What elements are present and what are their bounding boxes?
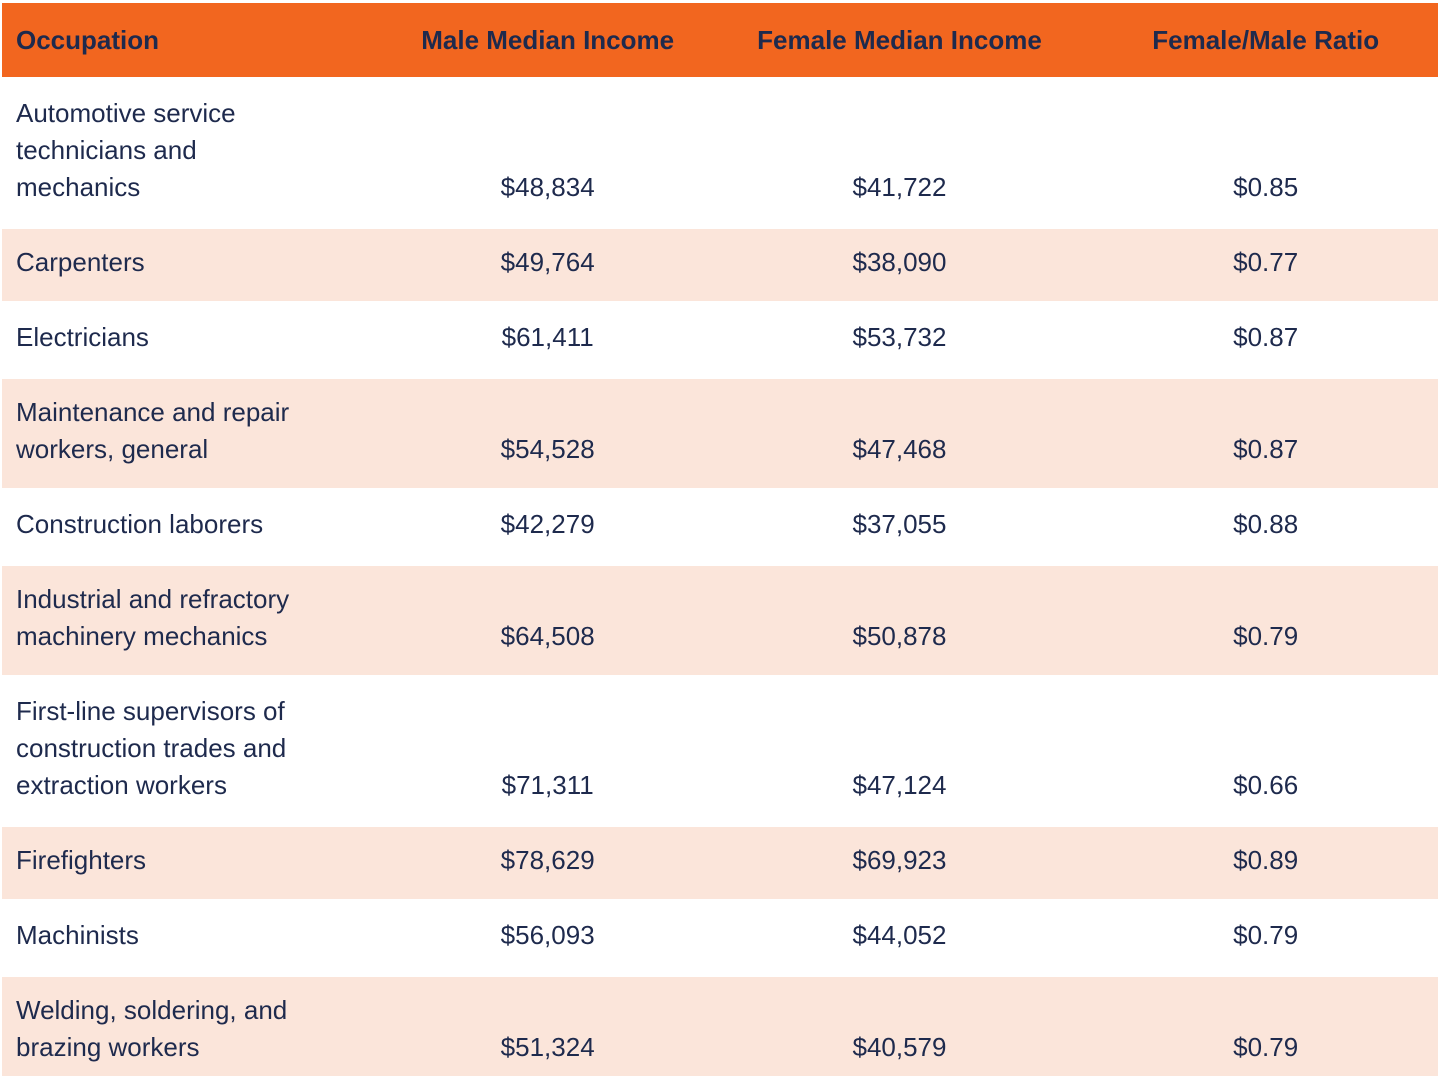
- cell-ratio: $0.79: [1233, 920, 1299, 950]
- cell-occupation: [2, 566, 390, 675]
- cell-occupation: [2, 902, 390, 974]
- occupation-label: Construction laborers: [16, 509, 264, 539]
- table-header: [2, 3, 1438, 77]
- occupation-label: Welding, soldering, and brazing workers: [16, 995, 288, 1062]
- cell-female: $40,579: [852, 1032, 947, 1062]
- cell-male: $48,834: [500, 172, 595, 202]
- cell-occupation: [2, 827, 390, 899]
- cell-occupation: [2, 491, 390, 563]
- occupation-label: Electricians: [16, 322, 149, 352]
- cell-occupation: [2, 379, 390, 488]
- cell-female: $37,055: [852, 509, 947, 539]
- table-row: [2, 229, 1438, 301]
- cell-female: $38,090: [852, 247, 947, 277]
- table-row: [2, 678, 1438, 824]
- cell-female: $50,878: [852, 621, 947, 651]
- cell-ratio: $0.87: [1233, 322, 1299, 352]
- cell-male: $54,528: [500, 434, 595, 464]
- table-row: [2, 491, 1438, 563]
- occupation-label: Carpenters: [16, 247, 145, 277]
- cell-female: $53,732: [852, 322, 947, 352]
- cell-ratio: $0.88: [1233, 509, 1299, 539]
- cell-occupation: [2, 678, 390, 824]
- cell-ratio: $0.79: [1233, 621, 1299, 651]
- table-row: [2, 827, 1438, 899]
- cell-occupation: [2, 977, 390, 1076]
- occupation-label: Maintenance and repair workers, general: [16, 397, 290, 464]
- cell-ratio: $0.77: [1233, 247, 1299, 277]
- table-row: [2, 80, 1438, 226]
- table-row: [2, 902, 1438, 974]
- column-header-male: Male Median Income: [390, 3, 706, 77]
- cell-male: $64,508: [500, 621, 595, 651]
- occupation-label: Firefighters: [16, 845, 147, 875]
- occupation-label: Industrial and refractory machinery mechanics: [16, 584, 290, 651]
- cell-male: $78,629: [500, 845, 595, 875]
- cell-female: $47,468: [852, 434, 947, 464]
- occupation-label: First-line supervisors of construction trades and extraction workers: [16, 696, 287, 800]
- table-body: [2, 80, 1438, 1076]
- cell-male: $49,764: [500, 247, 595, 277]
- cell-female: $44,052: [852, 920, 947, 950]
- cell-male: $42,279: [500, 509, 595, 539]
- header-row: [2, 3, 1438, 77]
- cell-female: $47,124: [852, 770, 947, 800]
- cell-ratio: $0.66: [1233, 770, 1299, 800]
- occupation-label: Machinists: [16, 920, 139, 950]
- cell-occupation: [2, 229, 390, 301]
- cell-ratio: $0.87: [1233, 434, 1299, 464]
- cell-male: $51,324: [500, 1032, 595, 1062]
- cell-occupation: [2, 304, 390, 376]
- cell-ratio: $0.79: [1233, 1032, 1299, 1062]
- income-comparison-table: [2, 0, 1438, 1076]
- cell-male: $61,411: [501, 322, 594, 352]
- cell-male: $56,093: [500, 920, 595, 950]
- occupation-label: Automotive service technicians and mechanics: [16, 98, 236, 202]
- cell-occupation: [2, 80, 390, 226]
- column-header-female: Female Median Income: [706, 3, 1094, 77]
- cell-female: $69,923: [852, 845, 947, 875]
- column-header-occupation: Occupation: [2, 3, 390, 77]
- cell-ratio: $0.89: [1233, 845, 1299, 875]
- table-row: [2, 304, 1438, 376]
- cell-male: $71,311: [501, 770, 594, 800]
- column-header-ratio: Female/Male Ratio: [1093, 3, 1438, 77]
- cell-ratio: $0.85: [1233, 172, 1299, 202]
- cell-female: $41,722: [852, 172, 947, 202]
- table-row: [2, 379, 1438, 488]
- table-row: [2, 566, 1438, 675]
- table-row: [2, 977, 1438, 1076]
